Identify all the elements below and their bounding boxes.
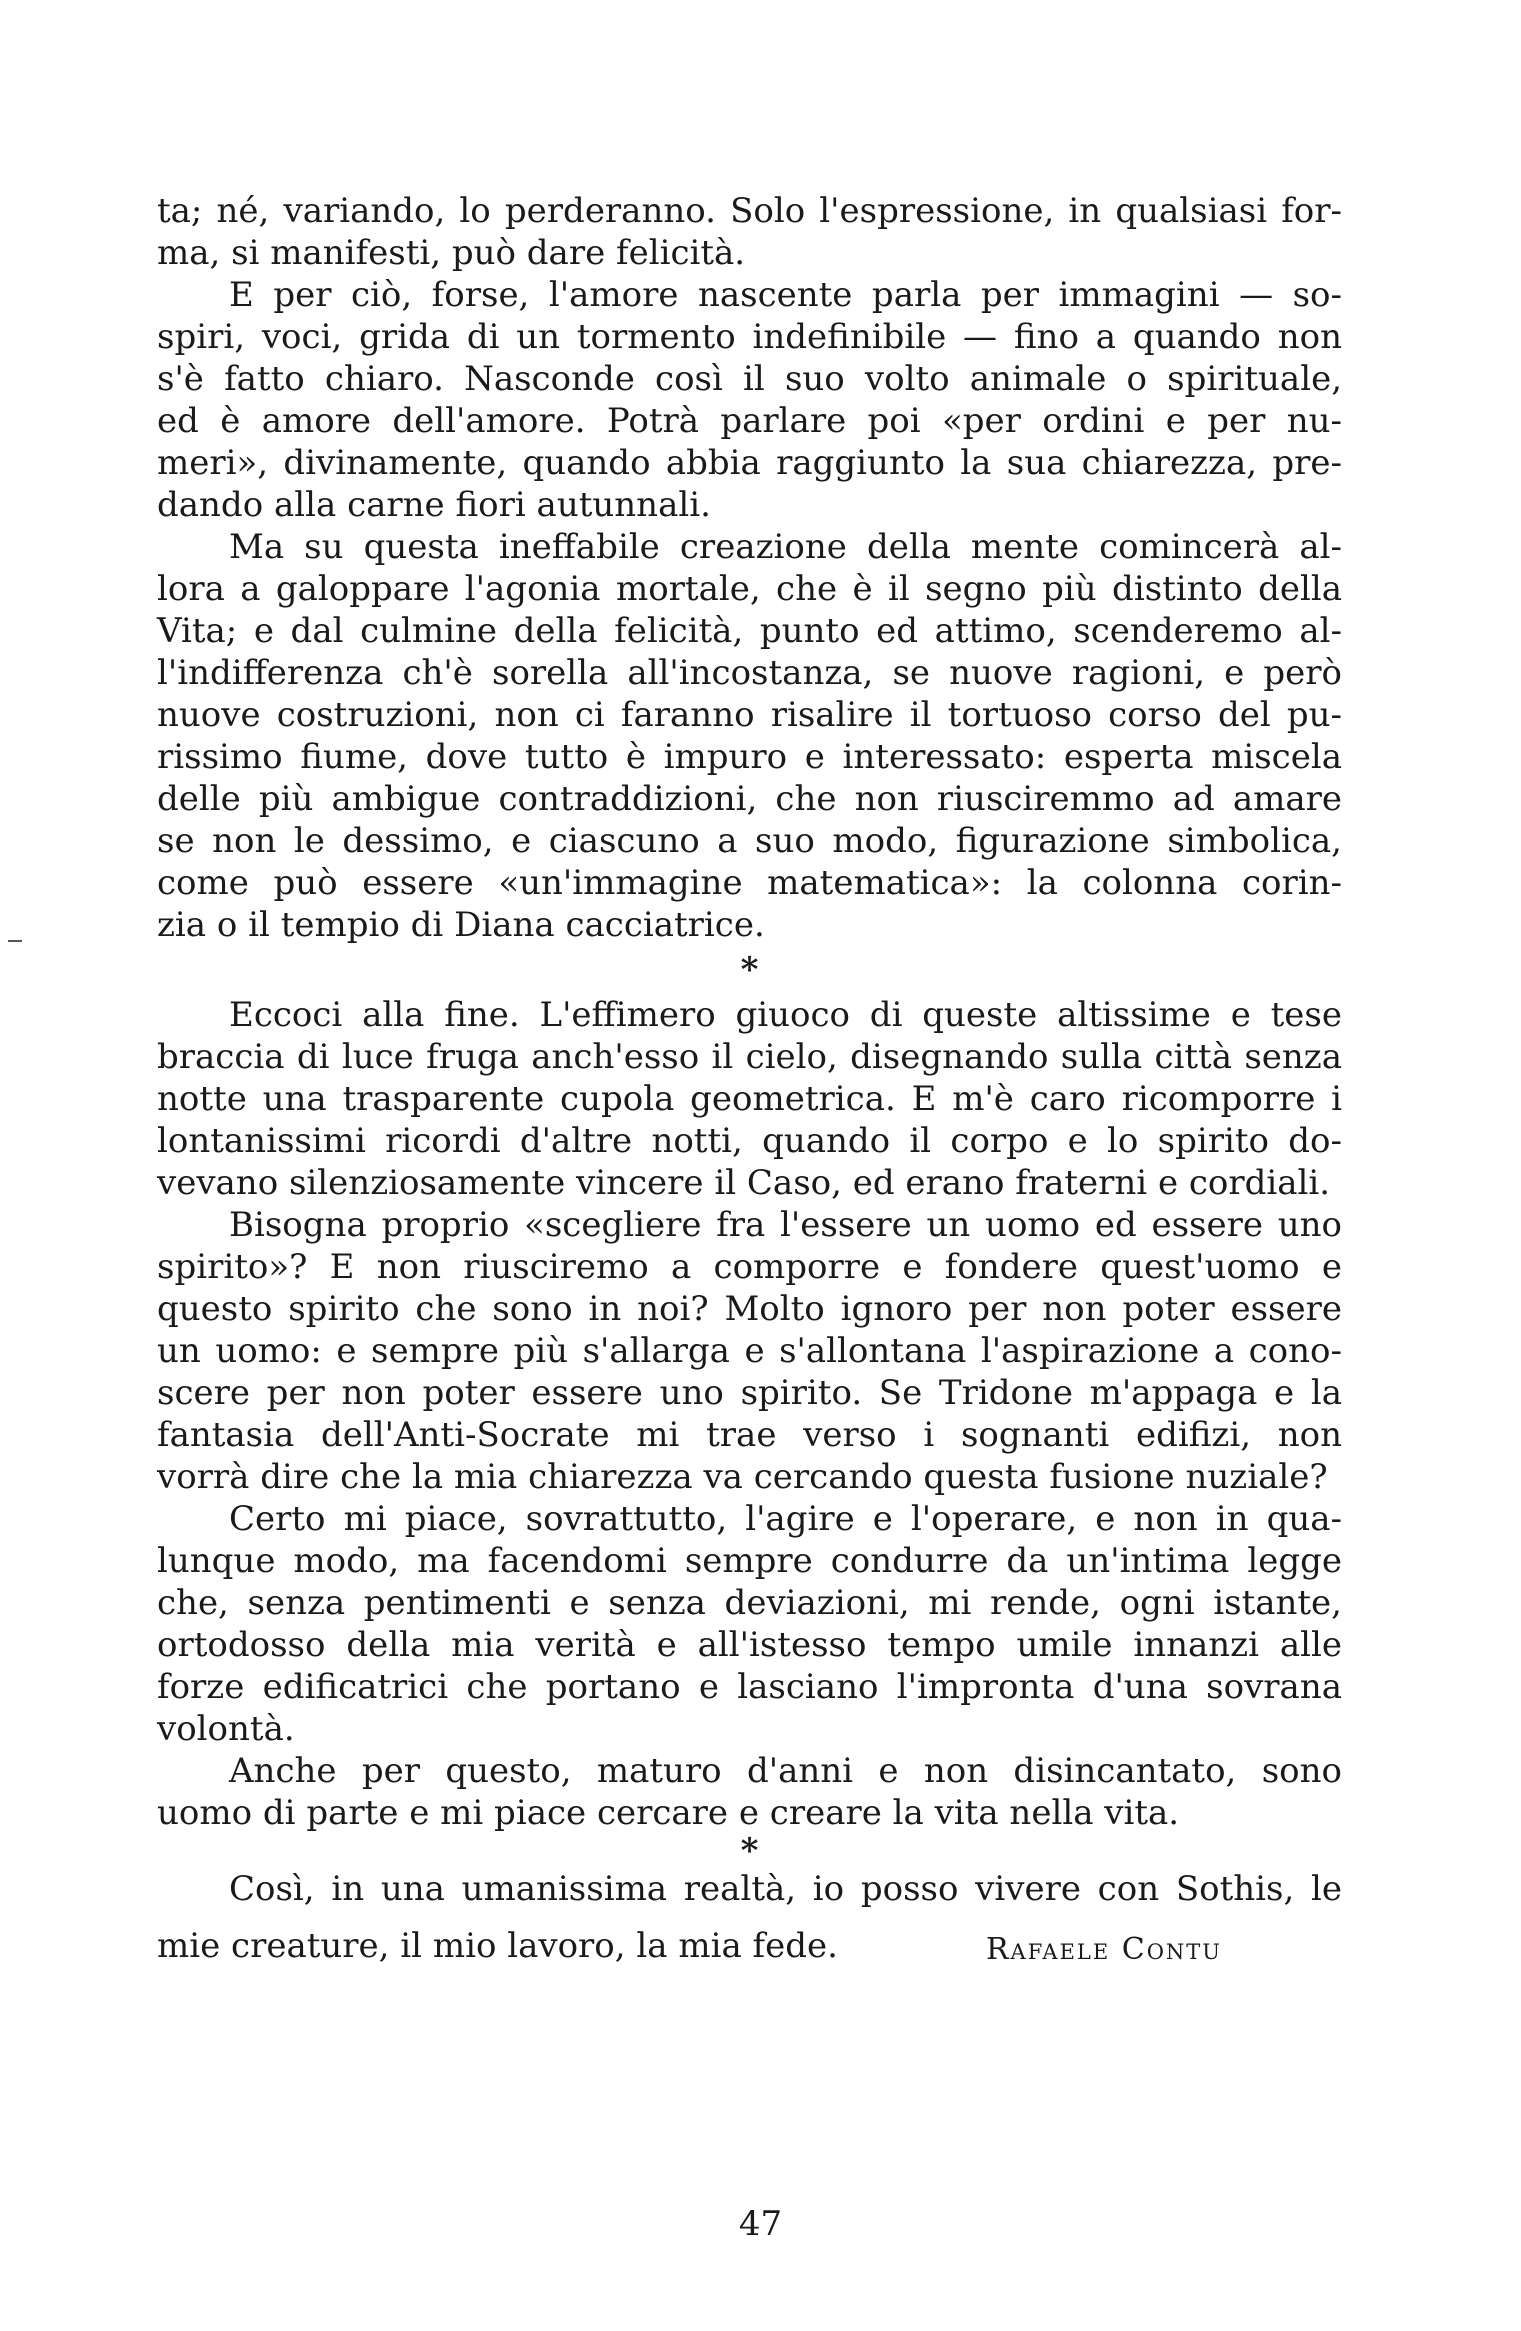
text-line: che, senza pentimenti e senza deviazioni, mi rende, ogni istante, (157, 1583, 1342, 1623)
text-line: nuove costruzioni, non ci faranno risalire il tortuoso corso del pu- (157, 695, 1342, 735)
text-line: lunque modo, ma facendomi sempre condurre da un'intima legge (157, 1541, 1342, 1581)
text-line: Anche per questo, maturo d'anni e non disincantato, sono (229, 1751, 1342, 1791)
closing-row (157, 1910, 1342, 1967)
paragraph (157, 190, 1342, 274)
text-line: lontanissimi ricordi d'altre notti, quando il corpo e lo spirito do- (157, 1121, 1342, 1161)
text-line: ed è amore dell'amore. Potrà parlare poi «per ordini e per nu- (157, 401, 1342, 441)
paragraph (157, 1498, 1342, 1750)
text-line: s'è fatto chiaro. Nasconde così il suo volto animale o spirituale, (157, 359, 1342, 399)
text-line: come può essere «un'immagine matematica»: la colonna corin- (157, 863, 1342, 903)
text-line: braccia di luce fruga anch'esso il cielo, disegnando sulla città senza (157, 1037, 1342, 1077)
paragraph (157, 526, 1342, 946)
text-line: questo spirito che sono in noi? Molto ignoro per non poter essere (157, 1289, 1342, 1329)
text-line: mie creature, il mio lavoro, la mia fede. (157, 1926, 838, 1966)
text-line: forze edificatrici che portano e lasciano l'impronta d'una sovrana (157, 1667, 1342, 1707)
paragraph (157, 1204, 1342, 1498)
text-line: zia o il tempio di Diana cacciatrice. (157, 905, 765, 945)
page-body (157, 190, 1342, 1967)
text-line: un uomo: e sempre più s'allarga e s'allontana l'aspirazione a cono- (157, 1331, 1342, 1371)
text-line: Vita; e dal culmine della felicità, punto ed attimo, scenderemo al- (157, 611, 1342, 651)
text-line: Ma su questa ineffabile creazione della mente comincerà al- (229, 527, 1342, 567)
text-line: spiri, voci, grida di un tormento indefinibile — fino a quando non (157, 317, 1342, 357)
text-line: spirito»? E non riusciremo a comporre e fondere quest'uomo e (157, 1247, 1342, 1287)
text-line: vorrà dire che la mia chiarezza va cercando questa fusione nuziale? (157, 1457, 1328, 1497)
text-line: uomo di parte e mi piace cercare e creare la vita nella vita. (157, 1793, 1180, 1833)
author-signature: Rafaele Contu (985, 1932, 1222, 1967)
text-line: E per ciò, forse, l'amore nascente parla per immagini — so- (229, 275, 1342, 315)
text-line: Così, in una umanissima realtà, io posso vivere con Sothis, le (229, 1869, 1342, 1909)
paragraph (157, 274, 1342, 526)
text-line: l'indifferenza ch'è sorella all'incostanza, se nuove ragioni, e però (157, 653, 1342, 693)
text-line: volontà. (157, 1709, 295, 1749)
margin-tick (8, 940, 22, 942)
section-separator: * (740, 950, 759, 990)
paragraph (157, 1750, 1342, 1834)
text-line: scere per non poter essere uno spirito. Se Tridone m'appaga e la (157, 1373, 1342, 1413)
text-line: delle più ambigue contraddizioni, che non riusciremmo ad amare (157, 779, 1342, 819)
paragraph (157, 994, 1342, 1204)
text-line: ma, si manifesti, può dare felicità. (157, 233, 746, 273)
text-line: notte una trasparente cupola geometrica. E m'è caro ricomporre i (157, 1079, 1342, 1119)
text-line: Bisogna proprio «scegliere fra l'essere un uomo ed essere uno (229, 1205, 1342, 1245)
text-line: Eccoci alla fine. L'effimero giuoco di queste altissime e tese (229, 995, 1342, 1035)
text-line: fantasia dell'Anti-Socrate mi trae verso i sognanti edifizi, non (157, 1415, 1342, 1455)
text-line: Certo mi piace, sovrattutto, l'agire e l'operare, e non in qua- (229, 1499, 1342, 1539)
paragraph (157, 1868, 1342, 1967)
text-line: rissimo fiume, dove tutto è impuro e interessato: esperta miscela (157, 737, 1342, 777)
text-line: ortodosso della mia verità e all'istesso tempo umile innanzi alle (157, 1625, 1342, 1665)
section-separator: * (740, 1831, 759, 1871)
text-line: vevano silenziosamente vincere il Caso, ed erano fraterni e cordiali. (157, 1163, 1331, 1203)
text-line: dando alla carne fiori autunnali. (157, 485, 711, 525)
text-line: meri», divinamente, quando abbia raggiunto la sua chiarezza, pre- (157, 443, 1342, 483)
text-line: lora a galoppare l'agonia mortale, che è il segno più distinto della (157, 569, 1342, 609)
page-number: 47 (738, 2204, 783, 2244)
text-line: ta; né, variando, lo perderanno. Solo l'espressione, in qualsiasi for- (157, 191, 1342, 231)
text-line: se non le dessimo, e ciascuno a suo modo, figurazione simbolica, (157, 821, 1342, 861)
